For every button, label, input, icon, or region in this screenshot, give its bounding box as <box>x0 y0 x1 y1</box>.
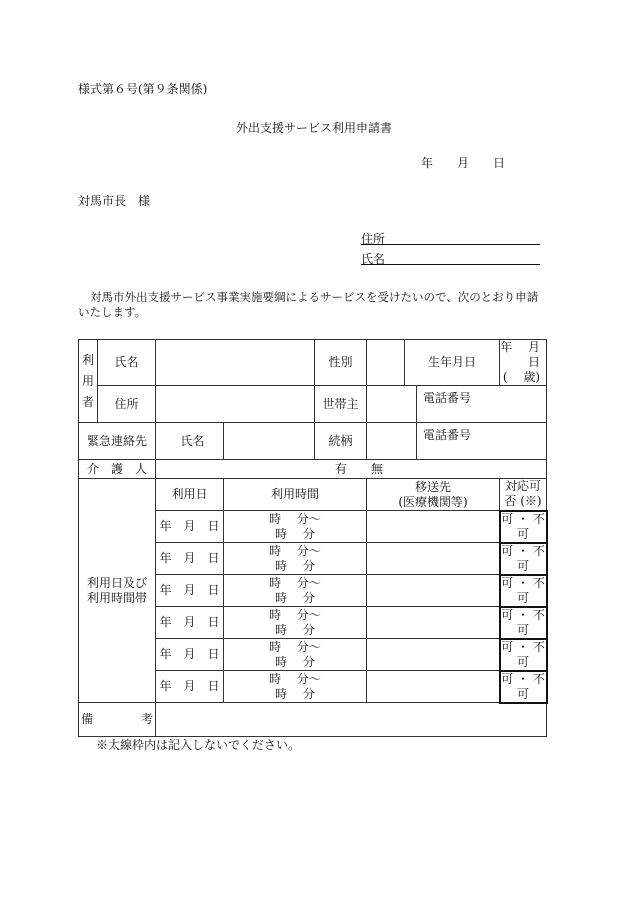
row-time[interactable]: 時 分～ 時 分 <box>224 671 367 703</box>
body-text-line2: いたします。 <box>78 305 147 319</box>
gender-input[interactable] <box>367 340 405 386</box>
birthdate-label: 生年月日 <box>405 340 500 386</box>
row-destination[interactable] <box>367 671 500 703</box>
row-time[interactable]: 時 分～ 時 分 <box>224 511 367 543</box>
row-destination[interactable] <box>367 511 500 543</box>
phone-label: 電話番号 <box>423 391 472 405</box>
application-table <box>78 339 556 737</box>
caregiver-value[interactable]: 有 無 <box>156 460 547 479</box>
name-label: 氏名 <box>98 340 156 386</box>
row-response: 可 ・ 不可 <box>501 575 545 605</box>
body-text-line1: 対馬市外出支援サービス事業実施要綱によるサービスを受けたいので、次のとおり申請 <box>90 290 539 304</box>
address-label: 住所 <box>98 386 156 423</box>
date-day-label: 日 <box>493 156 506 170</box>
row-destination[interactable] <box>367 607 500 639</box>
row-date[interactable]: 年 月 日 <box>156 607 224 639</box>
row-response: 可 ・ 不可 <box>501 639 545 669</box>
col-destination-header: 移送先 (医療機関等) <box>367 479 500 511</box>
row-response: 可 ・ 不可 <box>501 543 545 573</box>
remarks-input[interactable] <box>156 703 547 737</box>
row-date[interactable]: 年 月 日 <box>156 511 224 543</box>
applicant-name-field[interactable] <box>361 250 540 265</box>
gender-label: 性別 <box>315 340 367 386</box>
form-number: 様式第６号(第９条関係) <box>78 82 208 96</box>
relationship-label: 続柄 <box>315 423 367 460</box>
emergency-phone-field[interactable] <box>417 423 547 460</box>
row-destination[interactable] <box>367 543 500 575</box>
col-time-header: 利用時間 <box>224 479 367 511</box>
household-head-input[interactable] <box>367 386 417 423</box>
emergency-name-input[interactable] <box>224 423 315 460</box>
row-response: 可 ・ 不可 <box>501 671 545 701</box>
address-input[interactable] <box>156 386 315 423</box>
addressee: 対馬市長 様 <box>78 194 151 208</box>
page-title: 外出支援サービス利用申請書 <box>236 121 393 135</box>
row-date[interactable]: 年 月 日 <box>156 639 224 671</box>
schedule-label: 利用日及び 利用時間帯 <box>79 479 156 703</box>
emergency-phone-label: 電話番号 <box>423 428 472 442</box>
date-month-label: 月 <box>457 156 470 170</box>
applicant-address-label: 住所 <box>361 232 386 246</box>
name-input[interactable] <box>156 340 315 386</box>
footnote: ※太線枠内は記入しないでください。 <box>96 738 301 752</box>
birthdate-input[interactable] <box>500 340 556 386</box>
user-section-label: 利 用 者 <box>79 340 98 423</box>
row-date[interactable]: 年 月 日 <box>156 671 224 703</box>
birth-ymd: 年 月 日 <box>500 340 556 369</box>
row-date[interactable]: 年 月 日 <box>156 575 224 607</box>
row-response: 可 ・ 不可 <box>501 607 545 637</box>
age-text: ( 歳) <box>502 370 541 384</box>
relationship-input[interactable] <box>367 423 417 460</box>
household-head-label: 世帯主 <box>315 386 367 423</box>
col-response-header: 対応可否 (※) <box>500 479 547 511</box>
remarks-label: 備 考 <box>79 703 156 737</box>
caregiver-label: 介 護 人 <box>79 460 156 479</box>
emergency-contact-label: 緊急連絡先 <box>79 423 156 460</box>
col-date-header: 利用日 <box>156 479 224 511</box>
row-time[interactable]: 時 分～ 時 分 <box>224 607 367 639</box>
row-response: 可 ・ 不可 <box>501 511 545 541</box>
emergency-name-label: 氏名 <box>156 423 224 460</box>
applicant-name-label: 氏名 <box>361 252 386 266</box>
row-time[interactable]: 時 分～ 時 分 <box>224 639 367 671</box>
date-year-label: 年 <box>421 156 434 170</box>
row-time[interactable]: 時 分～ 時 分 <box>224 543 367 575</box>
phone-field[interactable] <box>417 386 547 423</box>
row-destination[interactable] <box>367 575 500 607</box>
row-destination[interactable] <box>367 639 500 671</box>
row-date[interactable]: 年 月 日 <box>156 543 224 575</box>
applicant-address-field[interactable] <box>361 230 540 245</box>
row-time[interactable]: 時 分～ 時 分 <box>224 575 367 607</box>
